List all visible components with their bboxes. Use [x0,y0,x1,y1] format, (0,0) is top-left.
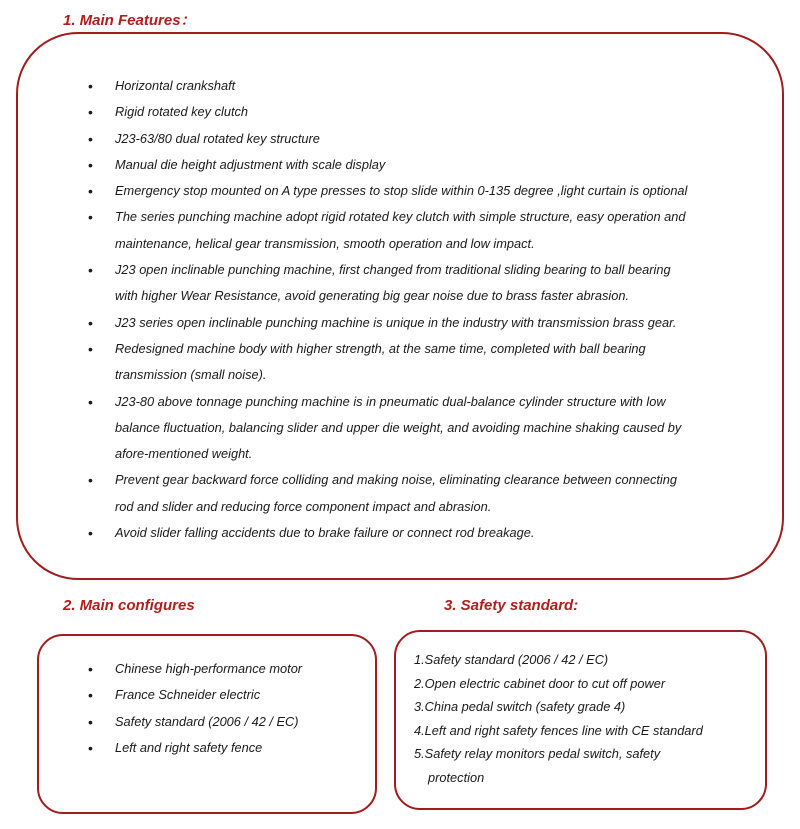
bullet-icon: • [88,713,93,730]
safety-text: 2.Open electric cabinet door to cut off power [414,675,666,691]
safety-list [414,648,754,789]
feature-item [88,389,765,468]
feature-text-line: with higher Wear Resistance, avoid generating big gear noise due to brass faster abrasion. [115,288,630,304]
configure-text: France Schneider electric [115,687,261,703]
bullet-icon: • [88,340,93,357]
bullet-icon: • [88,130,93,147]
feature-item [88,257,765,310]
bullet-icon: • [88,262,93,279]
features-list [88,73,765,546]
feature-text-line: maintenance, helical gear transmission, smooth operation and low impact. [115,235,535,251]
bullet-icon: • [88,104,93,121]
configure-text: Left and right safety fence [115,739,263,755]
bullet-icon: • [88,661,93,677]
feature-text-line: rod and slider and reducing force component impact and abrasion. [115,498,492,514]
configure-item [88,656,365,682]
bullet-icon: • [88,687,93,704]
feature-text: Horizontal crankshaft [115,78,236,93]
feature-item [88,336,765,389]
configure-item [88,709,365,735]
feature-text-line: balance fluctuation, balancing slider and upper die weight, and avoiding machine shaking caused by [115,419,682,435]
safety-text-line: 5.Safety relay monitors pedal switch, safety [414,746,661,761]
feature-item [88,152,765,178]
safety-text: 4.Left and right safety fences line with CE standard [414,722,703,738]
bullet-icon: • [88,209,93,226]
configure-text: Chinese high-performance motor [115,661,303,676]
feature-text: J23-63/80 dual rotated key structure [115,130,320,146]
safety-text: 3.China pedal switch (safety grade 4) [414,699,626,714]
bullet-icon: • [88,156,93,173]
feature-item [88,73,765,99]
safety-item [414,719,754,743]
bullet-icon: • [88,525,93,542]
safety-item [414,742,754,789]
bullet-icon: • [88,472,93,489]
safety-item [414,695,754,719]
features-heading: 1. Main Features： [63,12,196,29]
feature-text-line: afore-mentioned weight. [115,446,253,462]
feature-text-line: J23-80 above tonnage punching machine is in pneumatic dual-balance cylinder structure with low [115,393,666,409]
bullet-icon: • [88,78,93,94]
feature-item [88,99,765,125]
features-box [16,32,784,580]
configure-item [88,682,365,708]
feature-text: Rigid rotated key clutch [115,104,249,120]
feature-item [88,467,765,520]
bullet-icon: • [88,314,93,331]
bullet-icon: • [88,183,93,200]
feature-text: J23 series open inclinable punching machine is unique in the industry with transmission brass gear. [115,314,677,330]
feature-item [88,126,765,152]
safety-item [414,648,754,672]
safety-text-line: protection [428,769,485,785]
feature-item [88,310,765,336]
configure-item [88,735,365,761]
feature-text: Emergency stop mounted on A type presses to stop slide within 0-135 degree ,light curtain is optional [115,183,688,199]
feature-item [88,204,765,257]
configures-box [37,634,377,814]
configures-heading: 2. Main configures [63,597,195,614]
configure-text: Safety standard (2006 / 42 / EC) [115,713,299,729]
feature-text-line: transmission (small noise). [115,367,267,383]
safety-item [414,672,754,696]
feature-text: Manual die height adjustment with scale display [115,156,386,172]
bullet-icon: • [88,393,93,410]
safety-text: 1.Safety standard (2006 / 42 / EC) [414,652,609,667]
feature-text: Avoid slider falling accidents due to brake failure or connect rod breakage. [115,525,535,541]
configures-list [88,656,365,761]
feature-item [88,520,765,546]
bullet-icon: • [88,739,93,756]
feature-text-line: The series punching machine adopt rigid rotated key clutch with simple structure, easy operation and [115,209,686,225]
feature-text-line: Prevent gear backward force colliding and making noise, eliminating clearance between connecting [115,472,677,488]
feature-item [88,178,765,204]
safety-box [394,630,767,810]
safety-heading: 3. Safety standard: [444,597,579,614]
feature-text-line: Redesigned machine body with higher strength, at the same time, completed with ball bearing [115,340,646,356]
feature-text-line: J23 open inclinable punching machine, first changed from traditional sliding bearing to ball bearing [115,262,671,278]
